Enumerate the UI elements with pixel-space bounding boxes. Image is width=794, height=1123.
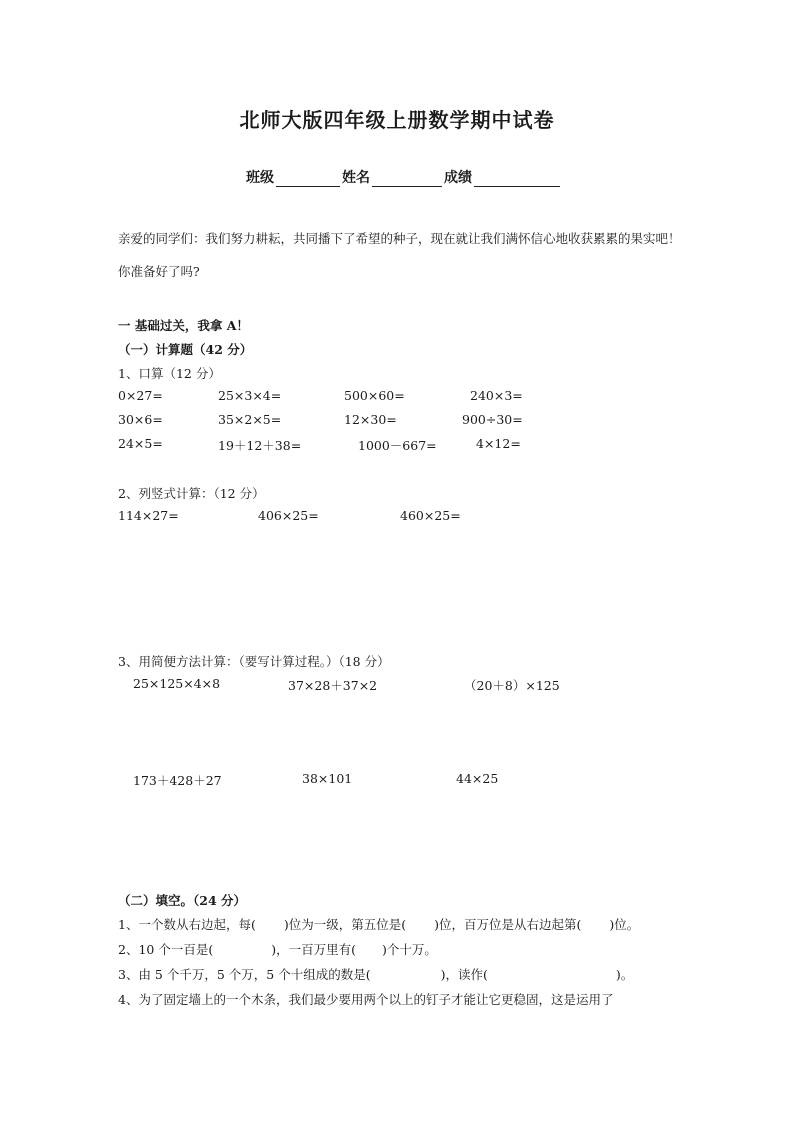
q2-label: 2、列竖式计算：（12 分） (118, 486, 265, 501)
page-title: 北师大版四年级上册数学期中试卷 (239, 108, 555, 132)
q1-item: 35×2×5= (218, 412, 282, 427)
section-1-heading: 一 基础过关，我拿 A！ (118, 318, 249, 333)
q1-item: 19＋12＋38= (218, 438, 302, 453)
name-blank[interactable] (372, 172, 442, 187)
q1-item: 24×5= (118, 436, 163, 451)
intro-line-2: 你准备好了吗? (118, 264, 200, 279)
fill-q2-text-b: )，一百万里有( (271, 942, 356, 957)
fill-q3-text-b: )，读作( (440, 967, 488, 982)
q1-item: 25×3×4= (218, 388, 282, 403)
name-label: 姓名 (342, 170, 370, 186)
q3-item: 44×25 (456, 771, 499, 786)
part-1-heading: （一）计算题（42 分） (118, 342, 253, 357)
score-blank[interactable] (474, 172, 560, 187)
fill-q1-text-b: )位为一级，第五位是( (283, 917, 407, 932)
q2-item: 406×25= (258, 508, 319, 523)
q2-item: 460×25= (400, 508, 461, 523)
q3-item: 37×28＋37×2 (288, 678, 378, 693)
fill-q3 (118, 965, 633, 983)
part-2-heading: （二）填空。（24 分） (118, 893, 246, 908)
q1-item: 900÷30= (462, 412, 523, 427)
class-blank[interactable] (276, 172, 340, 187)
q1-item: 12×30= (344, 412, 397, 427)
fill-q2-text-c: )个十万。 (381, 942, 437, 957)
fill-q4: 4、为了固定墙上的一个木条，我们最少要用两个以上的钉子才能让它更稳固，这是运用了 (118, 992, 614, 1007)
q3-item: （20＋8）×125 (464, 678, 560, 693)
q1-item: 240×3= (470, 388, 523, 403)
q3-item: 38×101 (302, 771, 353, 786)
q3-label: 3、用简便方法计算：（要写计算过程。）（18 分） (118, 654, 390, 669)
q1-item: 500×60= (344, 388, 405, 403)
fill-q2-text-a: 2、10 个一百是( (118, 942, 214, 957)
intro-line-1: 亲爱的同学们：我们努力耕耘，共同播下了希望的种子，现在就让我们满怀信心地收获累累的果实吧！ (118, 231, 681, 246)
q1-item: 1000－667= (358, 438, 437, 453)
q2-item: 114×27= (118, 508, 179, 523)
fill-q3-text-a: 3、由 5 个千万，5 个万，5 个十组成的数是( (118, 967, 371, 982)
q3-item: 25×125×4×8 (133, 676, 221, 691)
fill-q1-text-c: )位，百万位是从右边起第( (434, 917, 582, 932)
q1-label: 1、口算（12 分） (118, 366, 221, 381)
q1-item: 30×6= (118, 412, 163, 427)
fill-q1 (118, 915, 639, 933)
fill-q2 (118, 940, 437, 958)
student-info-line (246, 167, 562, 187)
q1-item: 0×27= (118, 388, 163, 403)
q3-item: 173＋428＋27 (133, 773, 222, 788)
fill-q1-text-d: )位。 (609, 917, 640, 932)
q1-item: 4×12= (476, 436, 521, 451)
fill-q3-text-c: )。 (615, 967, 634, 982)
class-label: 班级 (246, 170, 274, 186)
fill-q1-text-a: 1、一个数从右边起，每( (118, 917, 256, 932)
score-label: 成绩 (444, 170, 472, 186)
